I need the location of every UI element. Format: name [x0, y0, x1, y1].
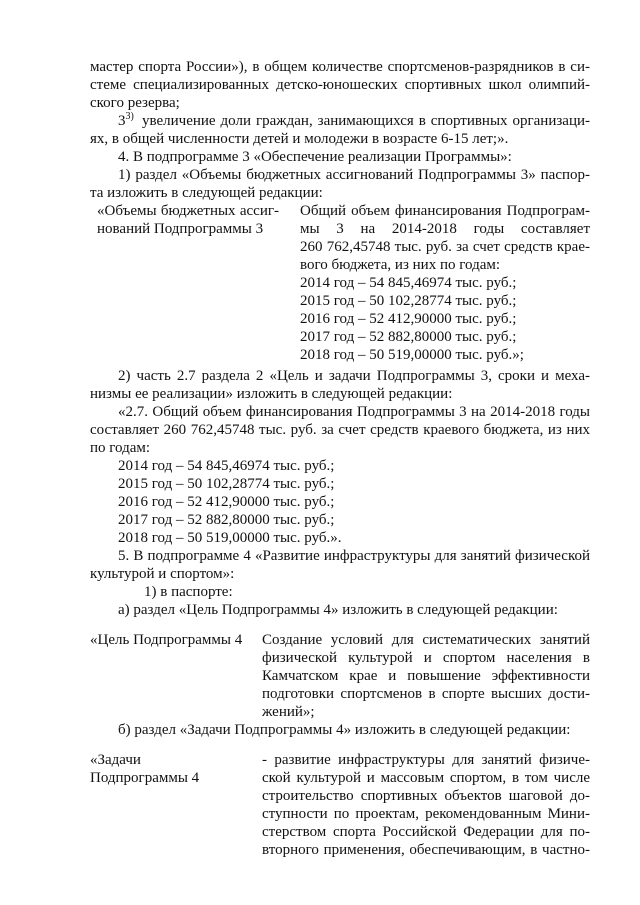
text-line: мастер спорта России»), в общем количестве спортсменов-разрядников в си- — [90, 59, 590, 75]
text-line: «2.7. Общий объем финансирования Подпрограммы 3 на 2014-2018 годы — [118, 404, 590, 420]
year-amount: 2017 год – 52 882,80000 тыс. руб.; — [300, 329, 517, 345]
table-value-cell: Общий объем финансирования Подпрограм- — [300, 203, 590, 219]
table-value-cell: физической культурой и спортом населения в — [262, 650, 590, 666]
text-line: культурой и спортом»: — [90, 566, 235, 582]
year-amount: 2014 год – 54 845,46974 тыс. руб.; — [118, 458, 335, 474]
year-amount: 2016 год – 52 412,90000 тыс. руб.; — [300, 311, 517, 327]
section-heading: 5. В подпрограмме 4 «Развитие инфраструктуры для занятий физической — [118, 548, 590, 564]
table-value-cell: строительство спортивных объектов шаговой до- — [262, 788, 590, 804]
table-value-cell: мы 3 на 2014-2018 годы составляет — [300, 221, 590, 237]
table-value-cell: стерством спорта Российской Федерации для по- — [262, 824, 590, 840]
year-amount: 2015 год – 50 102,28774 тыс. руб.; — [118, 476, 335, 492]
text-line: ях, в общей численности детей и молодежи в возрасте 6-15 лет;». — [90, 131, 509, 147]
table-value-cell: ступности по проектам, рекомендованным Мини- — [262, 806, 590, 822]
text-line: а) раздел «Цель Подпрограммы 4» изложить в следующей редакции: — [118, 602, 558, 618]
item-superscript: 3) — [125, 111, 134, 122]
table-label-cell: нований Подпрограммы 3 — [97, 221, 264, 237]
year-amount: 2014 год – 54 845,46974 тыс. руб.; — [300, 275, 517, 291]
table-value-cell: подготовки спортсменов в спорте высших дости- — [262, 686, 590, 702]
section-heading: 4. В подпрограмме 3 «Обеспечение реализации Программы»: — [118, 149, 512, 165]
table-label-cell: Подпрограммы 4 — [90, 770, 200, 786]
text-line: стеме специализированных детско-юношеских спортивных школ олимпий- — [90, 77, 590, 93]
year-amount: 2016 год – 52 412,90000 тыс. руб.; — [118, 494, 335, 510]
table-label-cell: «Объемы бюджетных ассиг- — [97, 203, 279, 219]
table-label-cell: «Задачи — [90, 752, 141, 768]
text-line: та изложить в следующей редакции: — [90, 185, 323, 201]
text-line: 1) в паспорте: — [144, 584, 233, 600]
table-value-cell: Создание условий для систематических занятий — [262, 632, 590, 648]
text-line: низмы ее реализации» изложить в следующей редакции: — [90, 386, 453, 402]
text-line: 2) часть 2.7 раздела 2 «Цель и задачи Подпрограммы 3, сроки и меха- — [118, 368, 590, 384]
year-amount: 2017 год – 52 882,80000 тыс. руб.; — [118, 512, 335, 528]
text-line: составляет 260 762,45748 тыс. руб. за счет средств краевого бюджета, из них — [90, 422, 590, 438]
text-line: 1) раздел «Объемы бюджетных ассигнований Подпрограммы 3» паспор- — [118, 167, 590, 183]
table-value-cell: вого бюджета, из них по годам: — [300, 257, 501, 273]
text-line: увеличение доли граждан, занимающихся в спортивных организаци- — [142, 113, 590, 129]
text-line: ского резерва; — [90, 95, 180, 111]
year-amount: 2015 год – 50 102,28774 тыс. руб.; — [300, 293, 517, 309]
table-value-cell: ской культурой и массовым спортом, в том числе — [262, 770, 590, 786]
table-value-cell: 260 762,45748 тыс. руб. за счет средств крае- — [300, 239, 590, 255]
table-value-cell: жений»; — [262, 704, 315, 720]
year-amount: 2018 год – 50 519,00000 тыс. руб.»; — [300, 347, 524, 363]
item-number: 3 — [118, 113, 126, 129]
table-value-cell: - развитие инфраструктуры для занятий физиче- — [262, 752, 590, 768]
table-value-cell: вторного применения, обеспечивающим, в частно- — [262, 842, 590, 858]
year-amount: 2018 год – 50 519,00000 тыс. руб.». — [118, 530, 342, 546]
text-line: б) раздел «Задачи Подпрограммы 4» изложить в следующей редакции: — [118, 722, 571, 738]
table-value-cell: Камчатском крае и повышение эффективности — [262, 668, 590, 684]
text-line: по годам: — [90, 440, 151, 456]
list-item-number — [118, 113, 134, 130]
table-label-cell: «Цель Подпрограммы 4 — [90, 632, 243, 648]
